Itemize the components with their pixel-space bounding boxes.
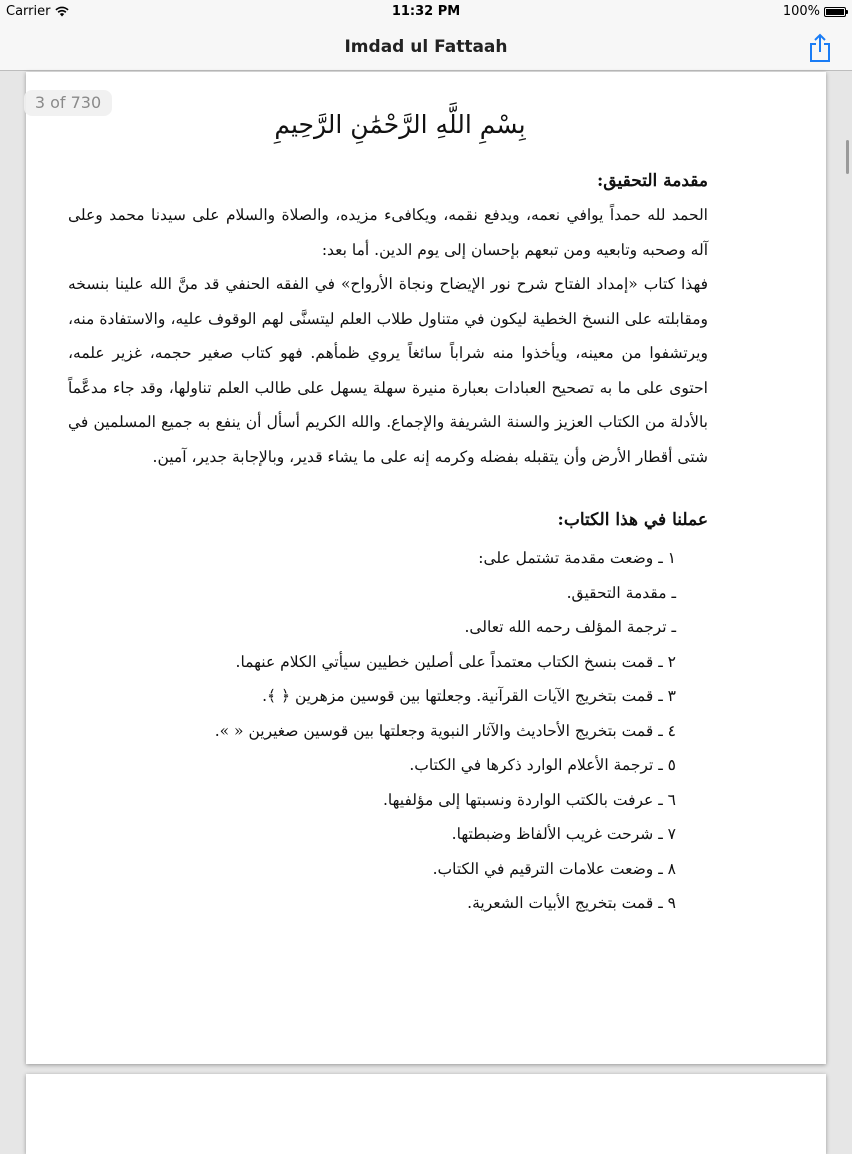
list-item: ٦ ـ عرفت بالكتب الواردة ونسبتها إلى مؤلفيها. xyxy=(383,790,676,809)
share-button[interactable] xyxy=(808,33,832,63)
carrier-label: Carrier xyxy=(6,4,51,19)
list-item: ٤ ـ قمت بتخريج الأحاديث والآثار النبوية وجعلتها بين قوسين صغيرين « ». xyxy=(214,721,676,740)
share-icon xyxy=(808,33,832,63)
clock: 11:32 PM xyxy=(391,4,461,19)
intro-text xyxy=(68,198,708,474)
list-item: ـ ترجمة المؤلف رحمه الله تعالى. xyxy=(464,618,676,636)
list-item: ٨ ـ وضعت علامات الترقيم في الكتاب. xyxy=(432,859,676,878)
battery-indicator xyxy=(783,4,846,19)
intro-paragraph: فهذا كتاب «إمداد الفتاح شرح نور الإيضاح ونجاة الأرواح» في الفقه الحنفي قد منَّ الله علينا بنسخه ومقابلته على النسخ الخطية ليكون في متناول طلاب العلم ليتسنَّى لهم الوقوف عليه، والاستفادة منه، ويرتشفوا من معينه، ويأخذوا منه شراباً سائغاً يروي ظمأهم. فهو كتاب صغير حجمه، غزير علمه، احتوى على ما به تصحيح العبادات بعبارة منيرة سهلة يسهل على طالب العلم تناولها، وقد جاء مدعَّماً بالأدلة من الكتاب العزيز والسنة الشريفة والإجماع. والله الكريم أسأل أن ينفع به جميع المسلمين في شتى أقطار الأرض وأن يتقبله بفضله وكرمه إنه على ما يشاء قدير، وبالإجابة جدير، آمين. xyxy=(68,275,708,466)
list-item: ٧ ـ شرحت غريب الألفاظ وضبطتها. xyxy=(451,825,676,843)
status-bar xyxy=(0,0,852,24)
next-document-page[interactable] xyxy=(26,1074,826,1154)
intro-paragraph: الحمد لله حمداً يوافي نعمه، ويدفع نقمه، ويكافىء مزيده، والصلاة والسلام على سيدنا محمد وعلى آله وصحبه وتابعيه ومن تبعهم بإحسان إلى يوم الدين. أما بعد: xyxy=(68,206,708,259)
scroll-indicator[interactable] xyxy=(846,140,849,174)
navigation-bar xyxy=(0,24,852,71)
list-item: ٩ ـ قمت بتخريج الأبيات الشعرية. xyxy=(467,894,676,912)
list-item: ٢ ـ قمت بنسخ الكتاب معتمداً على أصلين خطيين سيأتي الكلام عنهما. xyxy=(235,652,676,671)
list-item: ـ مقدمة التحقيق. xyxy=(566,583,676,602)
intro-heading: مقدمة التحقيق: xyxy=(597,171,708,191)
basmala-heading: بِسْمِ اللَّهِ الرَّحْمَٰنِ الرَّحِيمِ xyxy=(274,110,526,139)
list-item: ٣ ـ قمت بتخريج الآيات القرآنية. وجعلتها بين قوسين مزهرين ﴿ ﴾. xyxy=(262,687,676,705)
list-item: ٥ ـ ترجمة الأعلام الوارد ذكرها في الكتاب. xyxy=(409,756,676,774)
battery-percent: 100% xyxy=(782,4,820,19)
work-list xyxy=(68,541,708,921)
list-item: ١ ـ وضعت مقدمة تشتمل على: xyxy=(478,549,676,567)
work-heading: عملنا في هذا الكتاب: xyxy=(557,510,708,530)
document-title: Imdad ul Fattaah xyxy=(344,37,508,57)
page-counter: 3 of 730 xyxy=(24,90,112,116)
battery-icon xyxy=(824,7,846,17)
